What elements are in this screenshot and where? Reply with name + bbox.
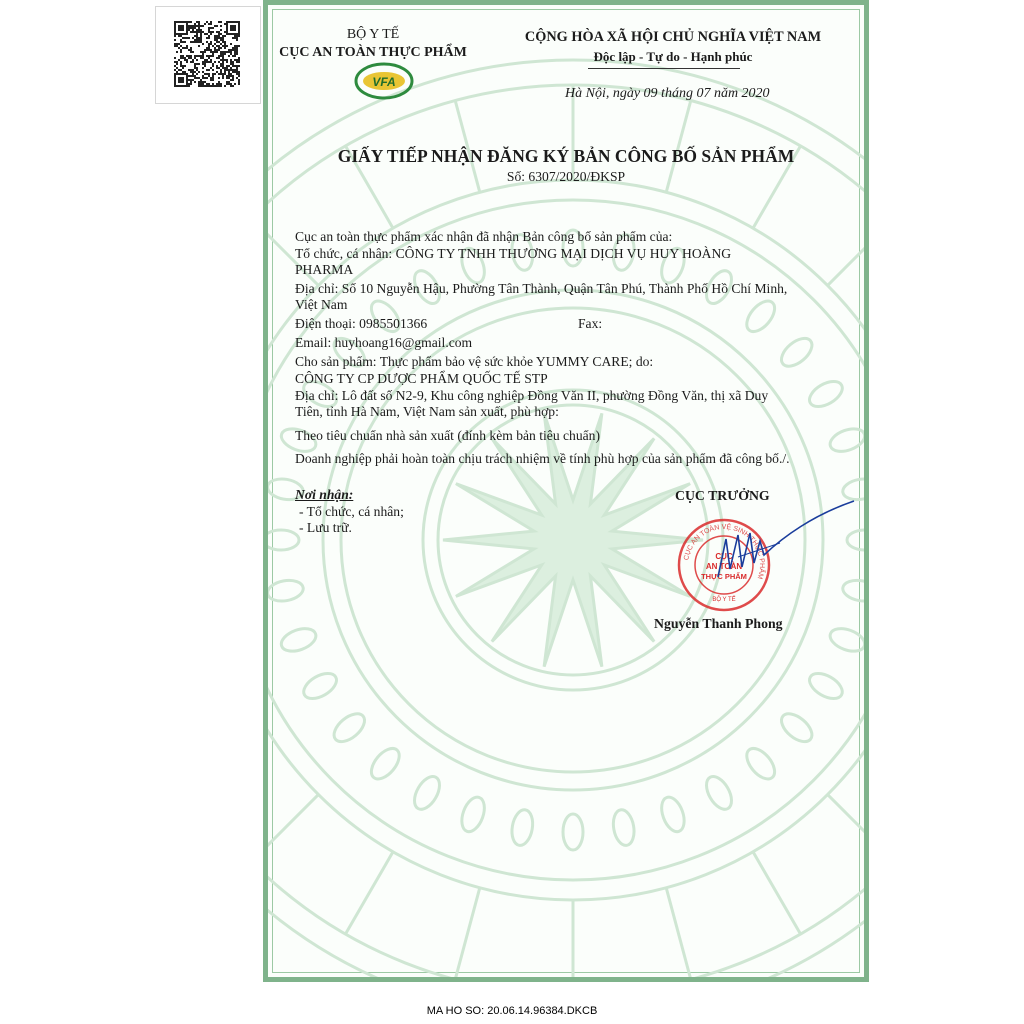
motto-underline [588,68,740,69]
manufacturer-address-line-cont: Tiên, tỉnh Hà Nam, Việt Nam sản xuất, phù hợp: [295,404,559,419]
address-line: Địa chỉ: Số 10 Nguyễn Hậu, Phường Tân Thành, Quận Tân Phú, Thành Phố Hồ Chí Minh, [295,281,788,296]
fax-line: Fax: [578,316,603,331]
svg-text:AN TOÀN: AN TOÀN [705,562,743,571]
qr-code [155,6,261,104]
email-line: Email: huyhoang16@gmail.com [295,335,473,350]
address-line-cont: Việt Nam [295,297,348,312]
intro-text: Cục an toàn thực phẩm xác nhận đã nhận Bản công bố sản phẩm của: [295,229,673,244]
agency-name: CỤC AN TOÀN THỰC PHẨM [279,45,467,60]
country-name: CỘNG HÒA XÃ HỘI CHỦ NGHĨA VIỆT NAM [524,29,822,45]
signer-name: Nguyễn Thanh Phong [654,616,783,631]
certificate-frame [263,0,869,982]
document-title: GIẤY TIẾP NHẬN ĐĂNG KÝ BẢN CÔNG BỐ SẢN PHẨM [337,146,795,166]
vfa-logo [353,61,415,101]
recipient-item: - Tổ chức, cá nhân; [299,504,404,519]
organization-line: Tổ chức, cá nhân: CÔNG TY TNHH THƯƠNG MẠI DỊCH VỤ HUY HOÀNG [295,246,732,261]
issue-date: Hà Nội, ngày 09 tháng 07 năm 2020 [565,86,770,101]
svg-text:VFA: VFA [372,75,396,89]
svg-text:CỤC AN TOÀN VỆ SINH THỰC PHẨM: CỤC AN TOÀN VỆ SINH THỰC PHẨM [683,523,766,580]
manufacturer-line: CÔNG TY CP DƯỢC PHẨM QUỐC TẾ STP [295,371,548,386]
svg-text:BỘ Y TẾ: BỘ Y TẾ [712,597,736,603]
organization-line-cont: PHARMA [295,262,354,277]
svg-text:CỤC: CỤC [715,552,733,561]
phone-line: Điện thoại: 0985501366 [295,316,428,331]
document-number: Số: 6307/2020/ĐKSP [506,169,626,184]
ministry-name: BỘ Y TẾ [346,27,400,42]
national-motto: Độc lập - Tự do - Hạnh phúc [593,49,753,64]
manufacturer-address-line: Địa chỉ: Lô đất số N2-9, Khu công nghiệp Đồng Văn II, phường Đồng Văn, thị xã Duy [295,388,769,403]
product-line: Cho sản phẩm: Thực phẩm bảo vệ sức khỏe YUMMY CARE; do: [295,354,654,369]
dossier-code: MA HO SO: 20.06.14.96384.DKCB [426,1005,598,1017]
recipient-item: - Lưu trữ. [299,520,352,535]
recipients-heading: Nơi nhận: [295,487,354,502]
standard-line: Theo tiêu chuẩn nhà sản xuất (đính kèm bản tiêu chuẩn) [295,428,601,443]
svg-text:THỰC PHẨM: THỰC PHẨM [701,572,747,581]
signer-title: CỤC TRƯỞNG [675,488,770,503]
responsibility-line: Doanh nghiệp phải hoàn toàn chịu trách nhiệm về tính phù hợp của sản phẩm đã công bố./. [295,451,790,466]
handwritten-signature [705,497,858,587]
